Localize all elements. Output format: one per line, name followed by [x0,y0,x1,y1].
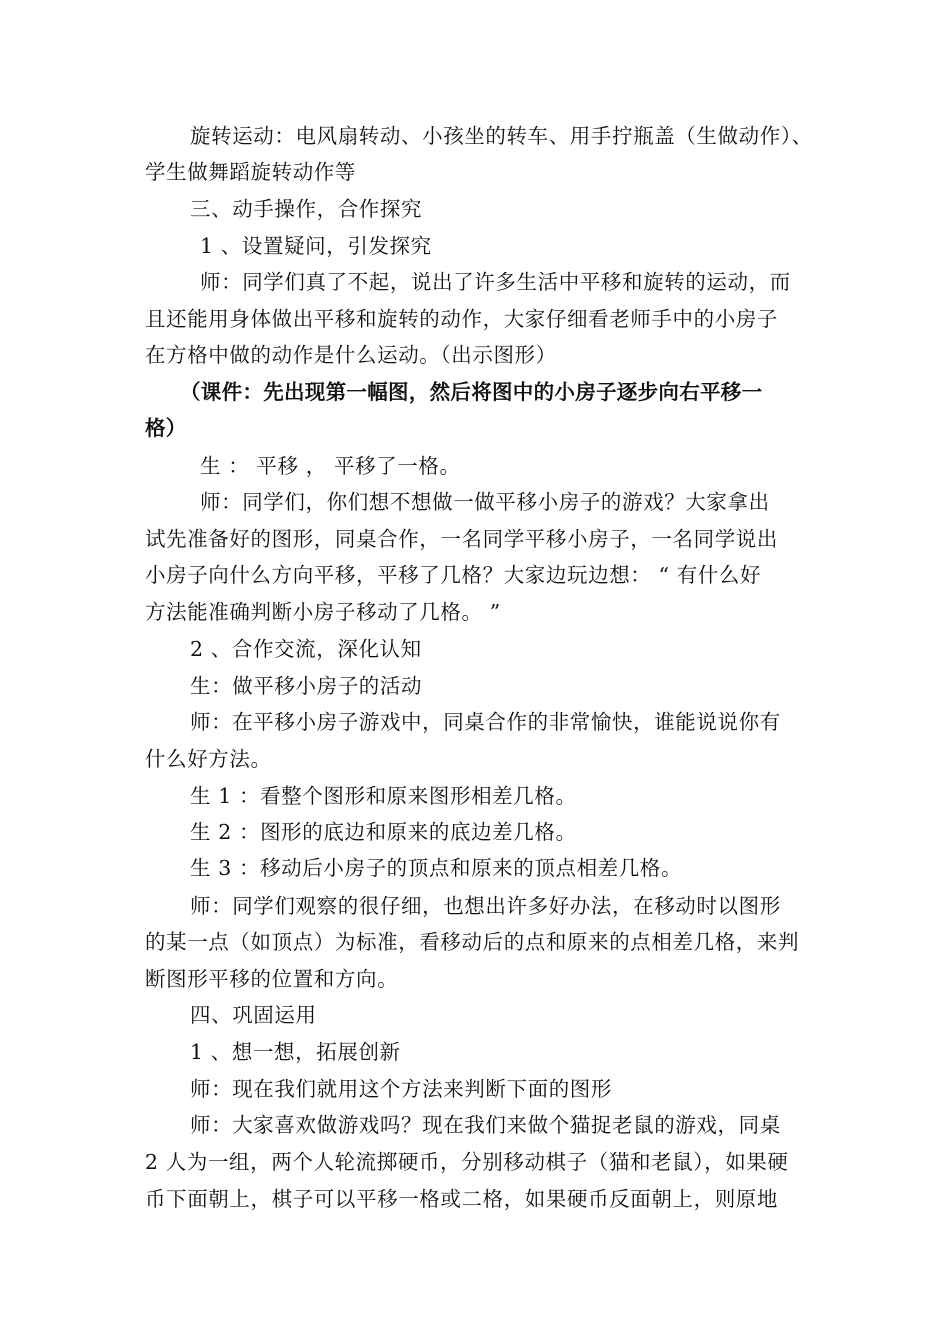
text-line: 断图形平移的位置和方向。 [145,967,399,991]
text-line: 师：同学们观察的很仔细，也想出许多好办法，在移动时以图形 [190,894,781,918]
text-line: 师：同学们，你们想不想做一做平移小房子的游戏？大家拿出 [200,490,770,514]
subsection-heading: 1 、想一想，拓展创新 [190,1040,401,1064]
text-line: 试先准备好的图形，同桌合作，一名同学平移小房子，一名同学说出 [145,527,778,551]
subsection-heading: 2 、合作交流，深化认知 [190,637,422,661]
text-line: 币下面朝上，棋子可以平移一格或二格，如果硬币反面朝上，则原地 [145,1187,778,1211]
text-line: 且还能用身体做出平移和旋转的动作，大家仔细看老师手中的小房子 [145,307,778,331]
text-line: 师：现在我们就用这个方法来判断下面的图形 [190,1077,612,1101]
text-line: 生 ： 平移 ， 平移了一格。 [200,454,461,478]
courseware-note: 格） [145,416,187,440]
text-line: 生：做平移小房子的活动 [190,674,423,698]
courseware-note: （课件：先出现第一幅图，然后将图中的小房子逐步向右平移一 [180,380,763,404]
text-line: 小房子向什么方向平移，平移了几格？大家边玩边想： “ 有什么好 [145,563,762,587]
text-line: 师：同学们真了不起，说出了许多生活中平移和旋转的运动，而 [200,270,791,294]
text-line: 方法能准确判断小房子移动了几格。 ” [145,600,501,624]
section-heading: 四、巩固运用 [190,1003,317,1027]
text-line: 师：大家喜欢做游戏吗？现在我们来做个猫捉老鼠的游戏，同桌 [190,1113,781,1137]
text-line: 2 人为一组，两个人轮流掷硬币，分别移动棋子（猫和老鼠），如果硬 [145,1150,789,1174]
text-line: 的某一点（如顶点）为标准，看移动后的点和原来的点相差几格，来判 [145,930,800,954]
text-line: 旋转运动：电风扇转动、小孩坐的转车、用手拧瓶盖（生做动作）、 [190,124,813,148]
text-line: 什么好方法。 [145,747,272,771]
subsection-heading: 1 、设置疑问，引发探究 [200,234,432,258]
text-line: 师：在平移小房子游戏中，同桌合作的非常愉快，谁能说说你有 [190,710,781,734]
text-line: 在方格中做的动作是什么运动。（出示图形） [145,343,557,367]
section-heading: 三、动手操作，合作探究 [190,197,423,221]
text-line: 生 1 ：看整个图形和原来图形相差几格。 [190,784,577,808]
text-line: 生 3 ：移动后小房子的顶点和原来的顶点相差几格。 [190,856,683,880]
text-line: 生 2 ：图形的底边和原来的底边差几格。 [190,820,577,844]
text-line: 学生做舞蹈旋转动作等 [145,160,356,184]
